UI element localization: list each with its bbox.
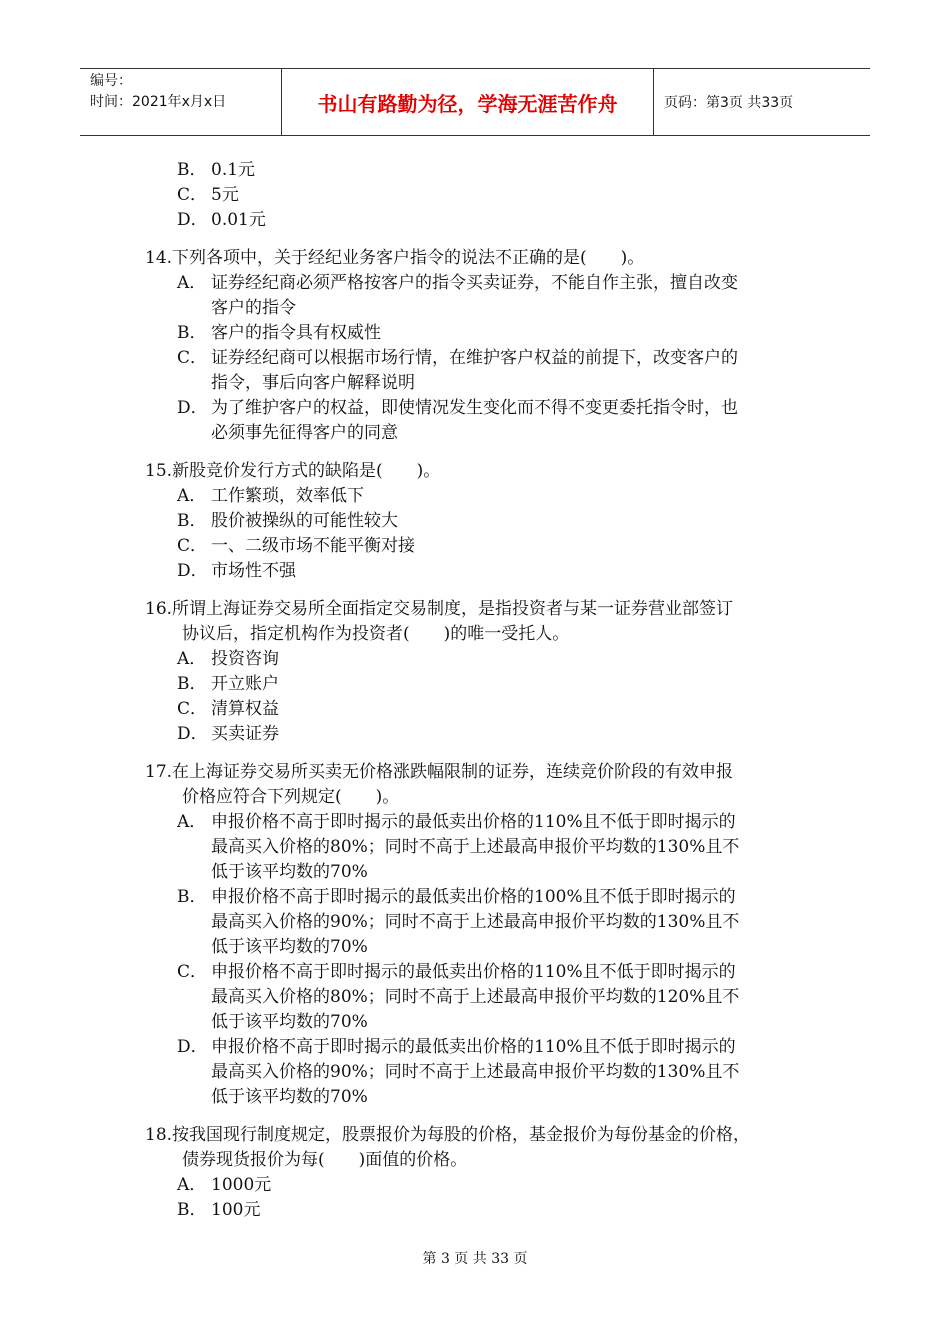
option-item [145, 208, 825, 233]
question-number: 17. [145, 762, 173, 782]
option-text [211, 396, 825, 446]
option-item [145, 534, 825, 559]
option-label: A． [177, 649, 207, 669]
option-line: 客户的指令 [211, 298, 296, 318]
option-line: 低于该平均数的70% [211, 937, 368, 957]
question-number: 18. [145, 1125, 173, 1145]
option-label: C． [177, 536, 208, 556]
option-item [145, 509, 825, 534]
option-item [145, 183, 825, 208]
option-text [211, 810, 825, 885]
option-item [145, 484, 825, 509]
option-line: 买卖证券 [211, 724, 279, 744]
option-label: D． [177, 561, 208, 581]
question-line: 新股竞价发行方式的缺陷是( )。 [172, 461, 441, 481]
option-line: 申报价格不高于即时揭示的最低卖出价格的110%且不低于即时揭示的 [211, 962, 736, 982]
option-line: 1000元 [211, 1175, 272, 1195]
option-line: 证券经纪商必须严格按客户的指令买卖证券，不能自作主张，擅自改变 [211, 273, 738, 293]
question-line: 所谓上海证券交易所全面指定交易制度，是指投资者与某一证券营业部签订 [172, 599, 734, 619]
page-header [80, 68, 870, 136]
option-label: A． [177, 1175, 207, 1195]
option-item [145, 885, 825, 960]
option-line: 市场性不强 [211, 561, 296, 581]
header-page-info: 页码：第3页 共33页 [664, 95, 794, 111]
option-text [211, 647, 825, 672]
question-stem [145, 1123, 825, 1173]
option-item [145, 960, 825, 1035]
option-text [211, 271, 825, 321]
option-line: 指令，事后向客户解释说明 [211, 373, 415, 393]
question-line: 按我国现行制度规定，股票报价为每股的价格，基金报价为每份基金的价格， [172, 1125, 751, 1145]
option-line: 最高买入价格的90%；同时不高于上述最高申报价平均数的130%且不 [211, 912, 740, 932]
question-number: 15. [145, 461, 173, 481]
option-label: C． [177, 962, 208, 982]
option-label: B． [177, 160, 207, 180]
option-item [145, 810, 825, 885]
option-label: B． [177, 887, 207, 907]
option-line: 申报价格不高于即时揭示的最低卖出价格的110%且不低于即时揭示的 [211, 1037, 736, 1057]
option-line: 开立账户 [211, 674, 279, 694]
option-line: 股价被操纵的可能性较大 [211, 511, 398, 531]
option-label: D． [177, 398, 208, 418]
option-item [145, 672, 825, 697]
option-label: A． [177, 812, 207, 832]
option-line: 100元 [211, 1200, 261, 1220]
option-line: 证券经纪商可以根据市场行情，在维护客户权益的前提下，改变客户的 [211, 348, 738, 368]
option-label: B． [177, 1200, 207, 1220]
option-line: 为了维护客户的权益，即使情况发生变化而不得不变更委托指令时，也 [211, 398, 738, 418]
option-label: B． [177, 511, 207, 531]
lead-options [145, 158, 825, 233]
option-line: 低于该平均数的70% [211, 862, 368, 882]
option-label: B． [177, 674, 207, 694]
option-item [145, 271, 825, 321]
option-item [145, 158, 825, 183]
option-text [211, 509, 825, 534]
option-line: 低于该平均数的70% [211, 1012, 368, 1032]
question-line: 债券现货报价为每( )面值的价格。 [182, 1150, 468, 1170]
option-text [211, 534, 825, 559]
option-text [211, 1173, 825, 1198]
option-label: C． [177, 185, 208, 205]
option-item [145, 559, 825, 584]
option-item [145, 697, 825, 722]
option-text [211, 559, 825, 584]
option-line: 清算权益 [211, 699, 279, 719]
option-line: 必须事先征得客户的同意 [211, 423, 398, 443]
question-stem [145, 760, 825, 810]
time-label: 时间：2021年x月x日 [90, 94, 227, 110]
option-line: 最高买入价格的80%；同时不高于上述最高申报价平均数的120%且不 [211, 987, 740, 1007]
option-text [211, 697, 825, 722]
option-item [145, 722, 825, 747]
question-stem [145, 246, 825, 271]
question-line: 在上海证券交易所买卖无价格涨跌幅限制的证券，连续竞价阶段的有效申报 [172, 762, 734, 782]
option-label: C． [177, 348, 208, 368]
option-line: 最高买入价格的90%；同时不高于上述最高申报价平均数的130%且不 [211, 1062, 740, 1082]
option-label: D． [177, 210, 208, 230]
option-label: D． [177, 1037, 208, 1057]
header-motto: 书山有路勤为径，学海无涯苦作舟 [282, 69, 654, 135]
option-item [145, 1173, 825, 1198]
question-stem [145, 597, 825, 647]
option-label: B． [177, 323, 207, 343]
option-label: D． [177, 724, 208, 744]
option-text [211, 885, 825, 960]
option-line: 客户的指令具有权威性 [211, 323, 381, 343]
question-stem [145, 459, 825, 484]
option-item [145, 321, 825, 346]
option-text [211, 484, 825, 509]
option-line: 申报价格不高于即时揭示的最低卖出价格的100%且不低于即时揭示的 [211, 887, 736, 907]
option-line: 一、二级市场不能平衡对接 [211, 536, 415, 556]
question-line: 价格应符合下列规定( )。 [182, 787, 400, 807]
option-line: 投资咨询 [211, 649, 279, 669]
option-item [145, 647, 825, 672]
option-text: 0.1元 [211, 160, 256, 180]
question-line: 协议后，指定机构作为投资者( )的唯一受托人。 [182, 624, 570, 644]
option-item [145, 1198, 825, 1223]
option-line: 工作繁琐，效率低下 [211, 486, 364, 506]
option-label: A． [177, 486, 207, 506]
question-number: 14. [145, 248, 173, 268]
option-item [145, 346, 825, 396]
question-text [172, 760, 825, 810]
option-text: 0.01元 [211, 210, 266, 230]
option-text [211, 722, 825, 747]
question-number: 16. [145, 599, 173, 619]
option-line: 最高买入价格的80%；同时不高于上述最高申报价平均数的130%且不 [211, 837, 740, 857]
option-text [211, 960, 825, 1035]
question-text [172, 246, 825, 271]
option-line: 低于该平均数的70% [211, 1087, 368, 1107]
option-text [211, 1198, 825, 1223]
code-label: 编号： [90, 73, 132, 89]
header-meta [80, 69, 282, 135]
option-line: 申报价格不高于即时揭示的最低卖出价格的110%且不低于即时揭示的 [211, 812, 736, 832]
question-text [172, 459, 825, 484]
option-label: A． [177, 273, 207, 293]
question-text [172, 597, 825, 647]
option-text [211, 1035, 825, 1110]
option-text [211, 321, 825, 346]
option-item [145, 1035, 825, 1110]
option-item [145, 396, 825, 446]
question-line: 下列各项中，关于经纪业务客户指令的说法不正确的是( )。 [172, 248, 645, 268]
page-footer: 第 3 页 共 33 页 [422, 1251, 528, 1267]
document-body [145, 158, 825, 1223]
question-list [145, 246, 825, 1223]
option-label: C． [177, 699, 208, 719]
option-text [211, 346, 825, 396]
option-text: 5元 [211, 185, 239, 205]
option-text [211, 672, 825, 697]
question-text [172, 1123, 825, 1173]
